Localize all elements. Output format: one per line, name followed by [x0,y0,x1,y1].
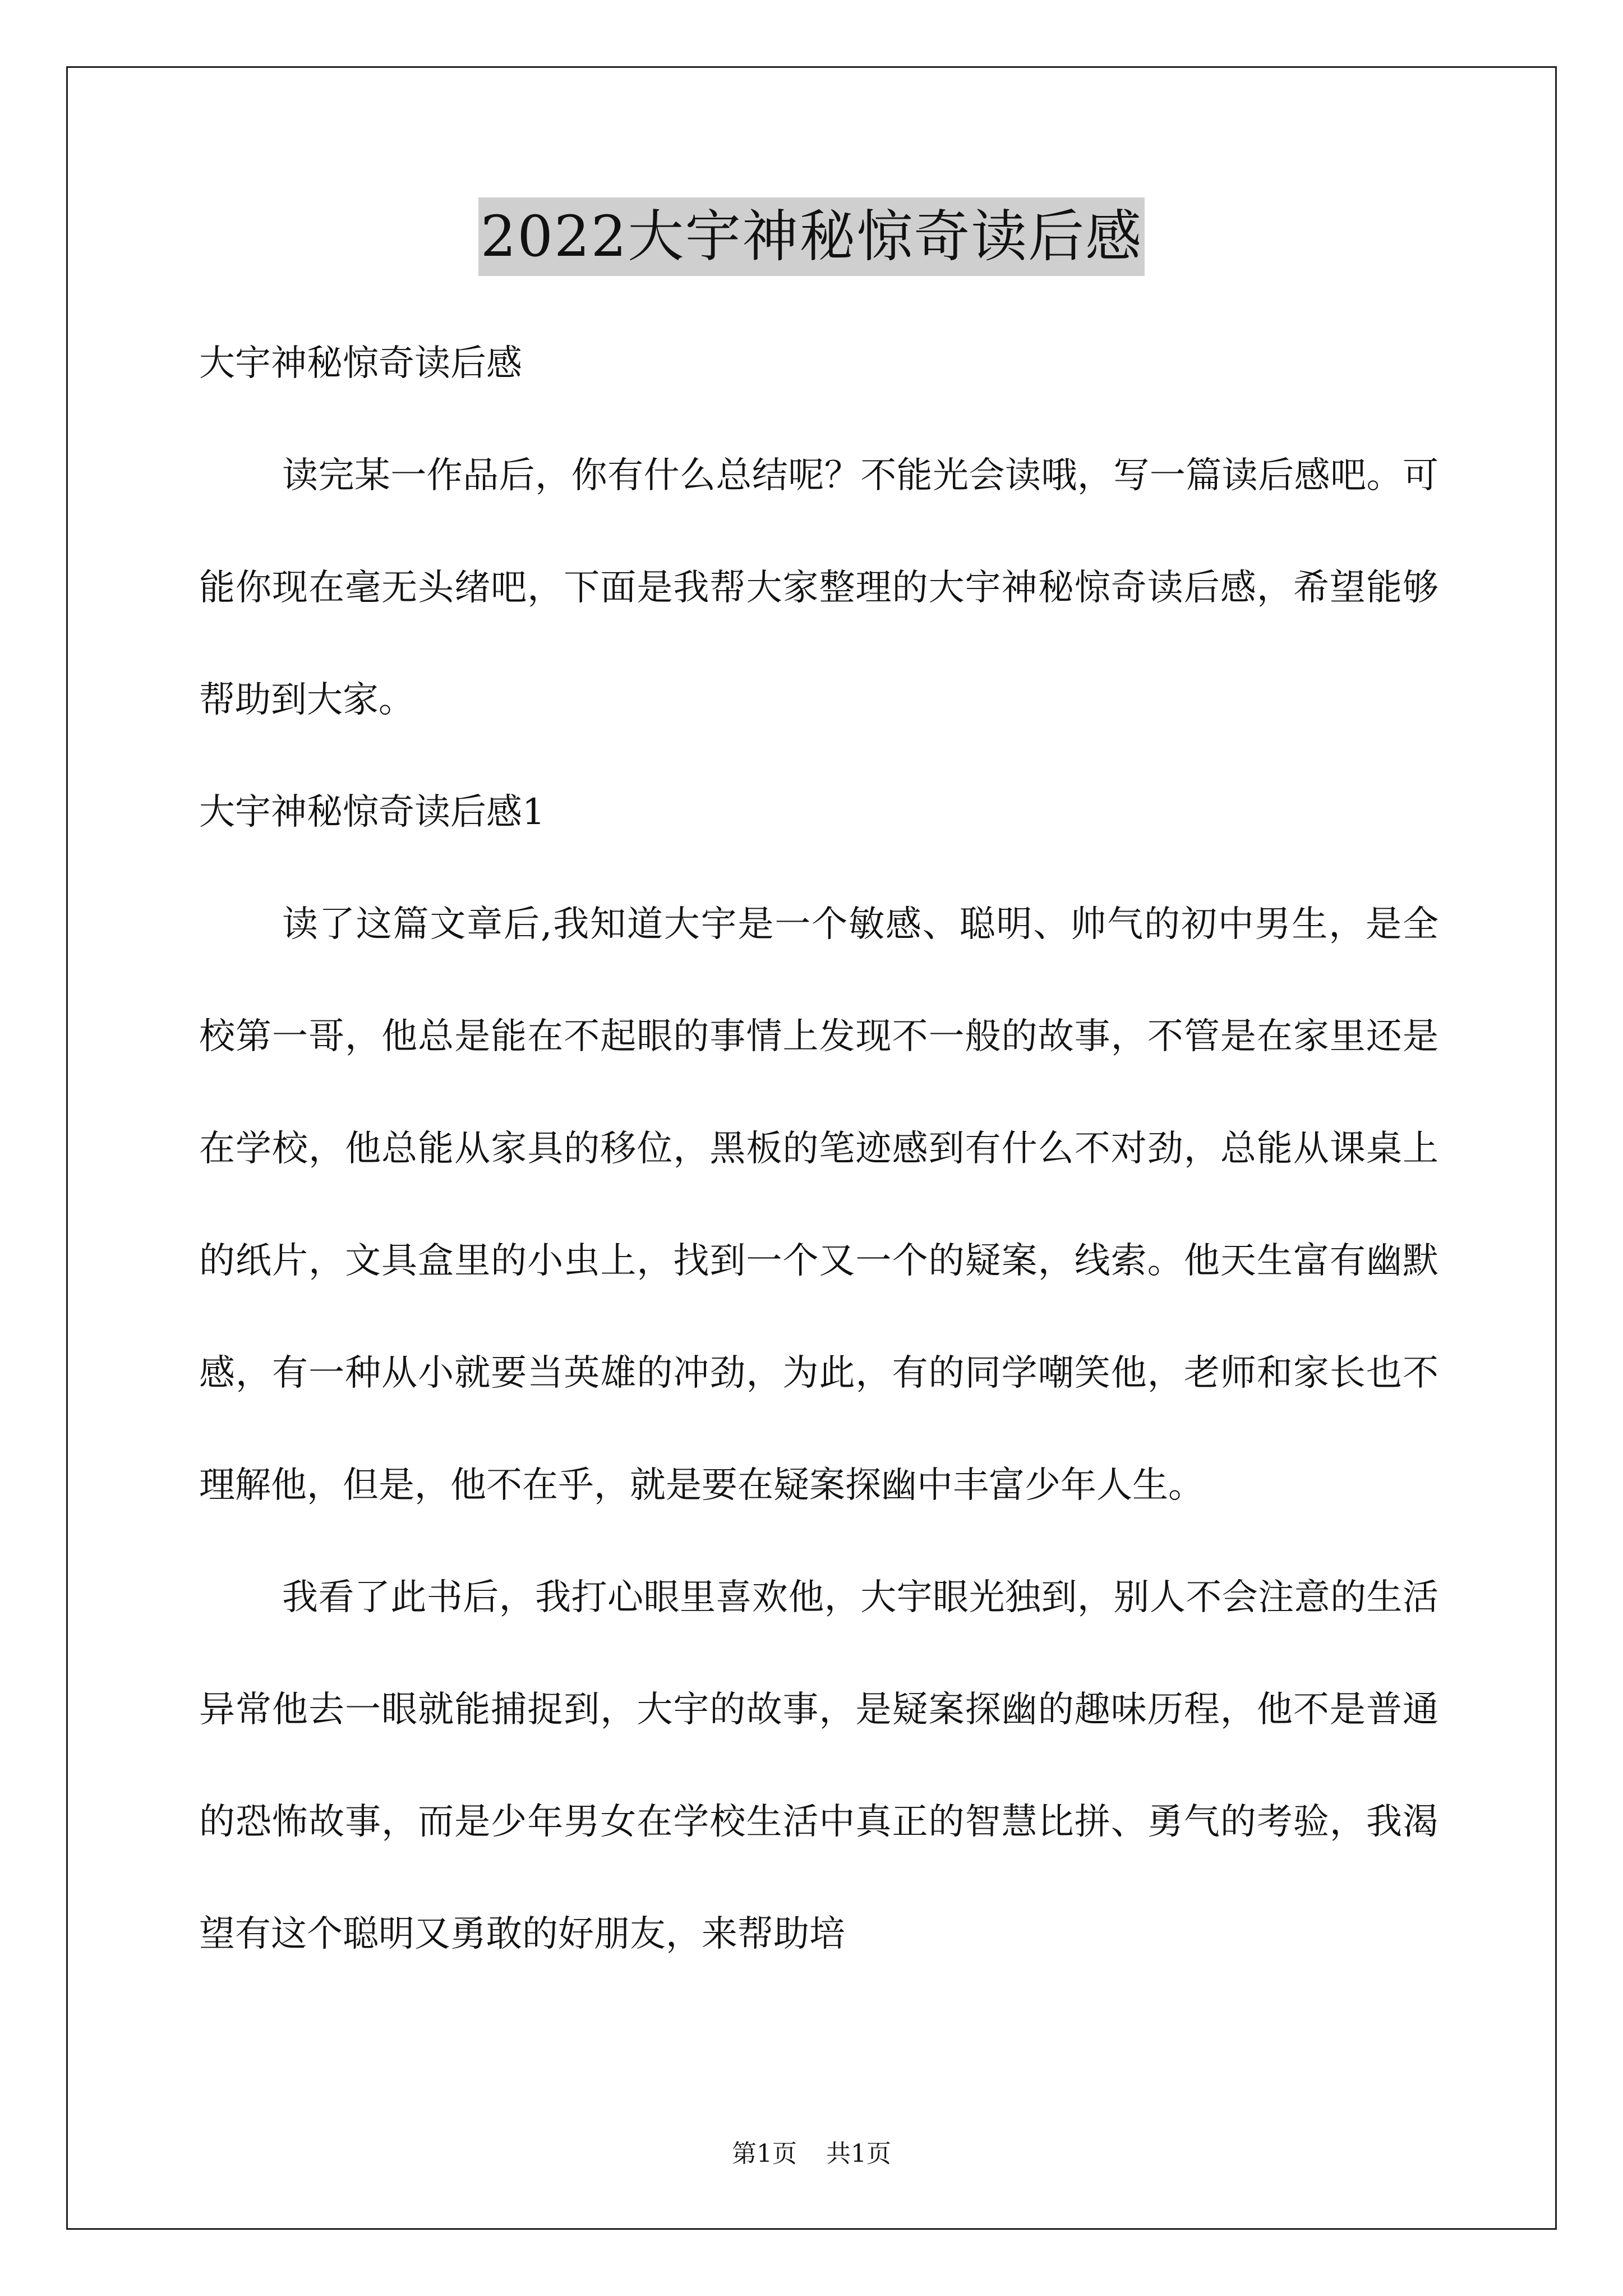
page-footer [0,2137,1623,2171]
section-heading-1: 大宇神秘惊奇读后感1 [199,792,545,833]
document-title: 2022大宇神秘惊奇读后感 [478,197,1145,276]
body-paragraph: 我看了此书后，我打心眼里喜欢他，大宇眼光独到，别人不会注意的生活异常他去一眼就能捕捉到，大宇的故事，是疑案探幽的趣味历程，他不是普通的恐怖故事，而是少年男女在学校生活中真正的智慧比拼、勇气的考验，我渴望有这个聪明又勇敢的好朋友，来帮助培 [199,1577,1438,1955]
body-paragraph: 读了这篇文章后,我知道大宇是一个敏感、聪明、帅气的初中男生，是全校第一哥，他总是能在不起眼的事情上发现不一般的故事，不管是在家里还是在学校，他总能从家具的移位，黑板的笔迹感到有什么不对劲，总能从课桌上的纸片，文具盒里的小虫上，找到一个又一个的疑案，线索。他天生富有幽默感，有一种从小就要当英雄的冲劲，为此，有的同学嘲笑他，老师和家长也不理解他，但是，他不在乎，就是要在疑案探幽中丰富少年人生。 [199,904,1438,1506]
document-body [199,307,1438,1990]
intro-paragraph: 读完某一作品后，你有什么总结呢？不能光会读哦，写一篇读后感吧。可能你现在毫无头绪吧，下面是我帮大家整理的大宇神秘惊奇读后感，希望能够帮助到大家。 [199,455,1438,721]
title-container [0,197,1623,276]
section-heading: 大宇神秘惊奇读后感 [199,343,522,384]
page-total: 共1页 [826,2139,891,2168]
page-number: 第1页 [732,2139,797,2168]
